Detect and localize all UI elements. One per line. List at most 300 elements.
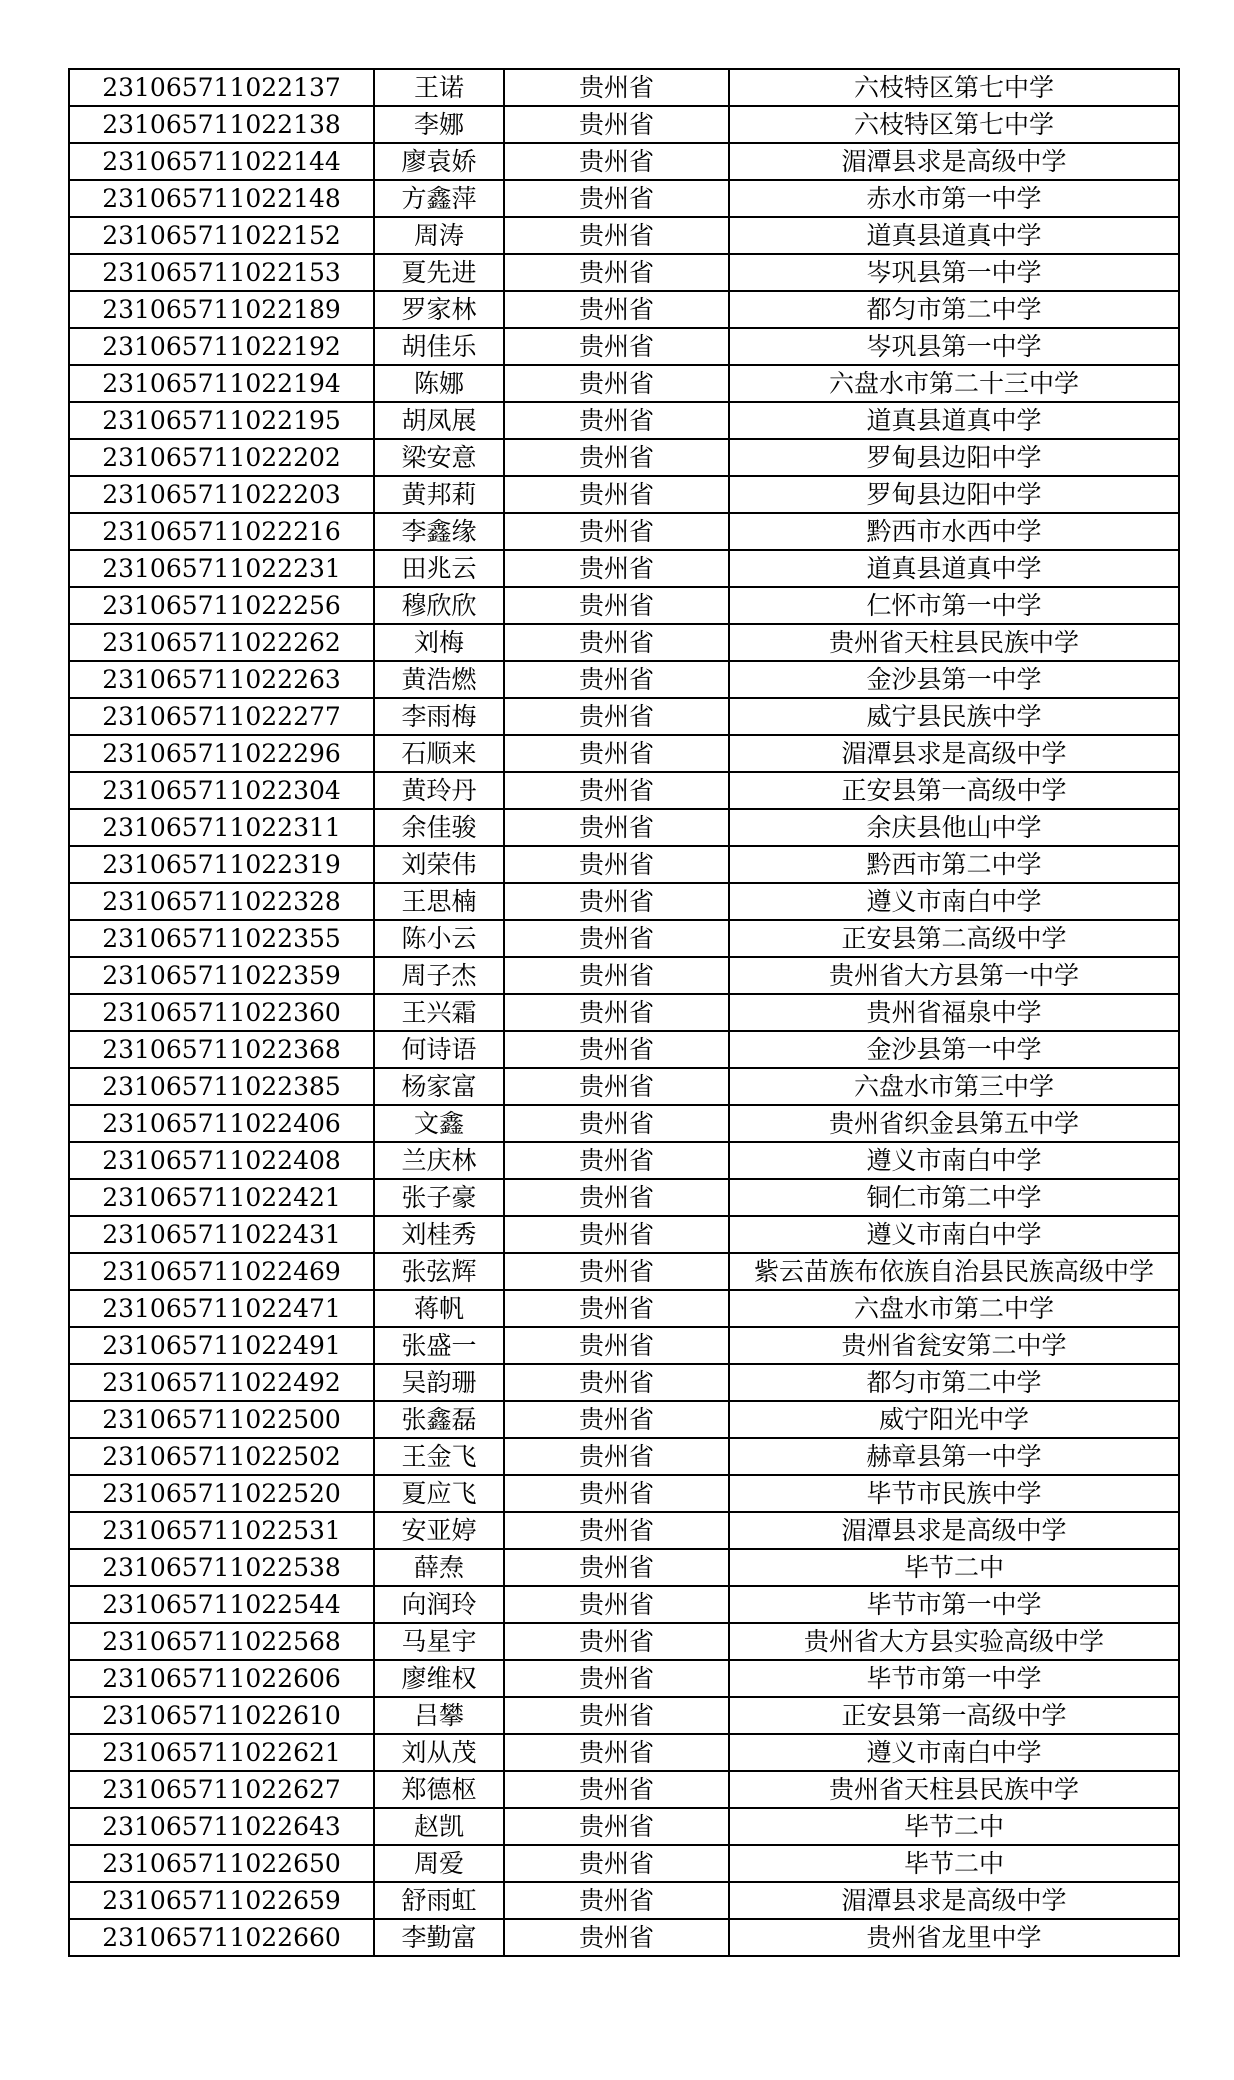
candidate-id-cell [69,476,374,513]
student-name-text: 周涛 [413,221,464,250]
candidate-id-cell [69,883,374,920]
candidate-id-text: 231065711022277 [102,702,341,731]
student-name-cell [374,957,504,994]
student-name-cell [374,1734,504,1771]
student-name-cell [374,180,504,217]
province-cell [504,846,729,883]
table-row [69,1105,1179,1142]
school-text: 贵州省织金县第五中学 [828,1109,1079,1138]
province-text: 贵州省 [578,1627,654,1656]
province-cell [504,587,729,624]
school-text: 毕节二中 [903,1553,1004,1582]
candidate-id-text: 231065711022319 [102,850,341,879]
student-name-text: 郑德枢 [401,1775,477,1804]
candidate-id-text: 231065711022144 [102,147,341,176]
province-cell [504,476,729,513]
school-text: 金沙县第一中学 [866,665,1042,694]
school-text: 贵州省瓮安第二中学 [841,1331,1067,1360]
province-cell [504,661,729,698]
candidate-id-text: 231065711022431 [102,1220,341,1249]
student-name-text: 余佳骏 [401,813,477,842]
student-name-text: 刘荣伟 [401,850,477,879]
candidate-id-cell [69,1808,374,1845]
candidate-id-text: 231065711022231 [102,554,341,583]
student-name-cell [374,920,504,957]
student-name-cell [374,1512,504,1549]
province-cell [504,106,729,143]
school-cell [729,550,1179,587]
candidate-id-cell [69,439,374,476]
table-row [69,1586,1179,1623]
student-name-cell [374,254,504,291]
candidate-id-text: 231065711022138 [102,110,341,139]
school-text: 仁怀市第一中学 [866,591,1042,620]
table-row [69,143,1179,180]
student-name-text: 刘从茂 [401,1738,477,1767]
school-text: 毕节二中 [903,1812,1004,1841]
school-cell [729,217,1179,254]
table-row [69,1882,1179,1919]
province-cell [504,772,729,809]
candidate-id-cell [69,994,374,1031]
table-row [69,476,1179,513]
school-cell [729,1660,1179,1697]
school-cell [729,661,1179,698]
school-cell [729,1031,1179,1068]
candidate-id-cell [69,1364,374,1401]
candidate-id-cell [69,809,374,846]
candidate-id-text: 231065711022471 [102,1294,341,1323]
candidate-id-text: 231065711022296 [102,739,341,768]
student-name-cell [374,624,504,661]
province-text: 贵州省 [578,295,654,324]
school-text: 六盘水市第三中学 [853,1072,1054,1101]
province-cell [504,402,729,439]
candidate-id-cell [69,1697,374,1734]
student-name-text: 吴韵珊 [401,1368,477,1397]
student-name-text: 刘梅 [413,628,464,657]
table-row [69,365,1179,402]
school-text: 遵义市南白中学 [866,1738,1042,1767]
province-cell [504,1845,729,1882]
school-text: 黔西市水西中学 [866,517,1042,546]
candidate-id-cell [69,1216,374,1253]
candidate-id-text: 231065711022568 [102,1627,341,1656]
province-cell [504,1623,729,1660]
province-text: 贵州省 [578,1590,654,1619]
school-cell [729,587,1179,624]
student-name-cell [374,587,504,624]
school-text: 道真县道真中学 [866,554,1042,583]
student-name-cell [374,1623,504,1660]
province-cell [504,254,729,291]
school-cell [729,328,1179,365]
candidate-id-cell [69,1142,374,1179]
school-cell [729,143,1179,180]
student-name-text: 周爱 [413,1849,464,1878]
province-cell [504,1401,729,1438]
school-cell [729,402,1179,439]
student-name-text: 廖袁娇 [401,147,477,176]
school-text: 毕节市第一中学 [866,1664,1042,1693]
candidate-id-cell [69,1623,374,1660]
student-name-cell [374,143,504,180]
school-cell [729,1549,1179,1586]
candidate-id-text: 231065711022328 [102,887,341,916]
student-name-text: 王兴霜 [401,998,477,1027]
candidate-id-cell [69,106,374,143]
school-text: 湄潭县求是高级中学 [841,147,1067,176]
school-cell [729,1068,1179,1105]
province-text: 贵州省 [578,591,654,620]
school-cell [729,69,1179,106]
student-name-cell [374,69,504,106]
school-cell [729,1882,1179,1919]
student-name-cell [374,1438,504,1475]
candidate-id-cell [69,1438,374,1475]
table-row [69,772,1179,809]
province-cell [504,1512,729,1549]
school-cell [729,1734,1179,1771]
candidate-id-cell [69,1845,374,1882]
student-name-cell [374,1549,504,1586]
province-cell [504,1438,729,1475]
candidate-id-text: 231065711022152 [102,221,341,250]
table-row [69,1697,1179,1734]
student-name-text: 兰庆林 [401,1146,477,1175]
student-name-cell [374,1216,504,1253]
province-text: 贵州省 [578,628,654,657]
province-text: 贵州省 [578,850,654,879]
candidate-id-text: 231065711022311 [102,813,341,842]
student-name-cell [374,735,504,772]
candidate-id-cell [69,1068,374,1105]
province-cell [504,1660,729,1697]
table-row [69,1290,1179,1327]
table-row [69,846,1179,883]
province-text: 贵州省 [578,702,654,731]
province-text: 贵州省 [578,184,654,213]
table-row [69,587,1179,624]
student-name-text: 黄邦莉 [401,480,477,509]
school-cell [729,1327,1179,1364]
candidate-id-cell [69,402,374,439]
candidate-id-text: 231065711022263 [102,665,341,694]
school-cell [729,809,1179,846]
province-cell [504,143,729,180]
province-cell [504,1586,729,1623]
school-text: 都匀市第二中学 [866,295,1042,324]
province-cell [504,1142,729,1179]
student-name-text: 蒋帆 [413,1294,464,1323]
table-row [69,106,1179,143]
province-cell [504,1253,729,1290]
province-text: 贵州省 [578,332,654,361]
table-row [69,661,1179,698]
province-cell [504,1105,729,1142]
school-text: 都匀市第二中学 [866,1368,1042,1397]
student-name-cell [374,365,504,402]
student-name-cell [374,439,504,476]
province-text: 贵州省 [578,1923,654,1952]
school-text: 威宁阳光中学 [878,1405,1029,1434]
candidate-id-cell [69,550,374,587]
province-cell [504,1216,729,1253]
school-cell [729,883,1179,920]
province-cell [504,957,729,994]
school-text: 紫云苗族布依族自治县民族高级中学 [753,1257,1154,1286]
candidate-id-cell [69,328,374,365]
student-name-cell [374,1068,504,1105]
candidate-id-cell [69,254,374,291]
province-text: 贵州省 [578,110,654,139]
table-row [69,439,1179,476]
table-row [69,1179,1179,1216]
school-text: 赤水市第一中学 [866,184,1042,213]
candidate-id-cell [69,587,374,624]
school-text: 正安县第一高级中学 [841,776,1067,805]
school-text: 正安县第二高级中学 [841,924,1067,953]
province-text: 贵州省 [578,554,654,583]
student-name-text: 王金飞 [401,1442,477,1471]
candidate-id-text: 231065711022148 [102,184,341,213]
student-name-text: 陈小云 [401,924,477,953]
candidate-id-text: 231065711022520 [102,1479,341,1508]
candidate-id-text: 231065711022355 [102,924,341,953]
student-name-text: 王诺 [413,73,464,102]
school-cell [729,1512,1179,1549]
province-cell [504,365,729,402]
school-text: 毕节市第一中学 [866,1590,1042,1619]
candidate-id-text: 231065711022359 [102,961,341,990]
student-name-text: 李娜 [413,110,464,139]
province-text: 贵州省 [578,1072,654,1101]
table-row [69,1771,1179,1808]
table-row [69,69,1179,106]
province-cell [504,1808,729,1845]
student-name-cell [374,291,504,328]
table-row [69,1845,1179,1882]
school-text: 贵州省龙里中学 [866,1923,1042,1952]
student-name-text: 廖维权 [401,1664,477,1693]
school-cell [729,920,1179,957]
candidate-id-text: 231065711022262 [102,628,341,657]
table-row [69,1327,1179,1364]
province-cell [504,1327,729,1364]
candidate-id-text: 231065711022421 [102,1183,341,1212]
candidate-id-text: 231065711022408 [102,1146,341,1175]
school-cell [729,957,1179,994]
school-text: 湄潭县求是高级中学 [841,1516,1067,1545]
student-name-text: 穆欣欣 [401,591,477,620]
candidate-id-text: 231065711022531 [102,1516,341,1545]
province-text: 贵州省 [578,1812,654,1841]
school-text: 贵州省天柱县民族中学 [828,1775,1079,1804]
school-text: 六枝特区第七中学 [853,73,1054,102]
school-cell [729,1697,1179,1734]
student-name-text: 舒雨虹 [401,1886,477,1915]
candidate-id-cell [69,1734,374,1771]
table-row [69,1808,1179,1845]
student-name-text: 田兆云 [401,554,477,583]
student-name-text: 罗家林 [401,295,477,324]
school-cell [729,624,1179,661]
student-name-text: 张子豪 [401,1183,477,1212]
student-name-text: 夏先进 [401,258,477,287]
candidate-id-cell [69,1031,374,1068]
school-text: 岑巩县第一中学 [866,258,1042,287]
student-name-cell [374,550,504,587]
school-cell [729,1771,1179,1808]
province-cell [504,698,729,735]
table-row [69,1438,1179,1475]
student-name-text: 李雨梅 [401,702,477,731]
student-name-cell [374,846,504,883]
candidate-id-cell [69,291,374,328]
province-text: 贵州省 [578,1109,654,1138]
school-cell [729,1216,1179,1253]
student-name-text: 陈娜 [413,369,464,398]
province-text: 贵州省 [578,443,654,472]
province-text: 贵州省 [578,1886,654,1915]
school-text: 湄潭县求是高级中学 [841,1886,1067,1915]
school-text: 贵州省大方县实验高级中学 [803,1627,1104,1656]
candidate-id-cell [69,1919,374,1956]
school-cell [729,1290,1179,1327]
student-name-cell [374,1586,504,1623]
student-name-cell [374,1882,504,1919]
student-name-cell [374,476,504,513]
province-text: 贵州省 [578,887,654,916]
student-name-text: 薛焘 [413,1553,464,1582]
province-cell [504,1475,729,1512]
school-text: 湄潭县求是高级中学 [841,739,1067,768]
school-cell [729,1142,1179,1179]
candidate-id-text: 231065711022216 [102,517,341,546]
province-text: 贵州省 [578,147,654,176]
student-name-cell [374,106,504,143]
student-name-text: 吕攀 [413,1701,464,1730]
province-text: 贵州省 [578,924,654,953]
province-text: 贵州省 [578,221,654,250]
candidate-id-text: 231065711022202 [102,443,341,472]
candidate-id-text: 231065711022195 [102,406,341,435]
school-cell [729,106,1179,143]
province-text: 贵州省 [578,961,654,990]
province-text: 贵州省 [578,369,654,398]
candidate-id-cell [69,1882,374,1919]
candidate-id-text: 231065711022492 [102,1368,341,1397]
student-name-text: 向润玲 [401,1590,477,1619]
school-text: 道真县道真中学 [866,221,1042,250]
student-name-cell [374,402,504,439]
candidate-id-text: 231065711022650 [102,1849,341,1878]
student-name-cell [374,1919,504,1956]
school-text: 赫章县第一中学 [866,1442,1042,1471]
table-row [69,809,1179,846]
student-name-text: 胡佳乐 [401,332,477,361]
student-name-cell [374,1290,504,1327]
candidate-id-cell [69,957,374,994]
candidate-id-text: 231065711022469 [102,1257,341,1286]
province-text: 贵州省 [578,776,654,805]
candidate-id-text: 231065711022502 [102,1442,341,1471]
candidate-id-cell [69,1105,374,1142]
province-text: 贵州省 [578,1664,654,1693]
table-row [69,1142,1179,1179]
table-row [69,1512,1179,1549]
school-cell [729,846,1179,883]
province-text: 贵州省 [578,1442,654,1471]
candidate-id-text: 231065711022360 [102,998,341,1027]
school-cell [729,1253,1179,1290]
table-row [69,1919,1179,1956]
student-name-text: 黄玲丹 [401,776,477,805]
candidate-id-cell [69,1401,374,1438]
candidate-id-text: 231065711022385 [102,1072,341,1101]
candidate-id-text: 231065711022203 [102,480,341,509]
candidate-id-cell [69,1475,374,1512]
candidate-id-cell [69,1327,374,1364]
student-name-text: 方鑫萍 [401,184,477,213]
student-name-cell [374,661,504,698]
student-name-cell [374,328,504,365]
candidate-id-cell [69,772,374,809]
province-cell [504,69,729,106]
school-text: 金沙县第一中学 [866,1035,1042,1064]
candidate-id-cell [69,1586,374,1623]
student-name-cell [374,772,504,809]
school-cell [729,1845,1179,1882]
province-text: 贵州省 [578,1405,654,1434]
student-name-text: 文鑫 [413,1109,464,1138]
table-row [69,1253,1179,1290]
province-cell [504,1068,729,1105]
school-cell [729,1919,1179,1956]
school-cell [729,1475,1179,1512]
province-text: 贵州省 [578,1738,654,1767]
province-text: 贵州省 [578,1516,654,1545]
student-name-text: 刘桂秀 [401,1220,477,1249]
candidate-id-text: 231065711022406 [102,1109,341,1138]
province-text: 贵州省 [578,1183,654,1212]
province-text: 贵州省 [578,1220,654,1249]
province-cell [504,1549,729,1586]
table-row [69,920,1179,957]
student-name-text: 赵凯 [413,1812,464,1841]
province-cell [504,994,729,1031]
table-row [69,1031,1179,1068]
province-cell [504,439,729,476]
province-cell [504,1882,729,1919]
province-cell [504,513,729,550]
student-name-text: 周子杰 [401,961,477,990]
student-name-cell [374,513,504,550]
candidate-id-cell [69,1253,374,1290]
candidate-id-text: 231065711022256 [102,591,341,620]
province-text: 贵州省 [578,1146,654,1175]
candidate-id-text: 231065711022153 [102,258,341,287]
school-text: 遵义市南白中学 [866,887,1042,916]
school-text: 余庆县他山中学 [866,813,1042,842]
school-text: 黔西市第二中学 [866,850,1042,879]
table-row [69,1364,1179,1401]
table-row [69,1623,1179,1660]
table-row [69,624,1179,661]
candidate-id-cell [69,1771,374,1808]
school-cell [729,254,1179,291]
school-cell [729,513,1179,550]
